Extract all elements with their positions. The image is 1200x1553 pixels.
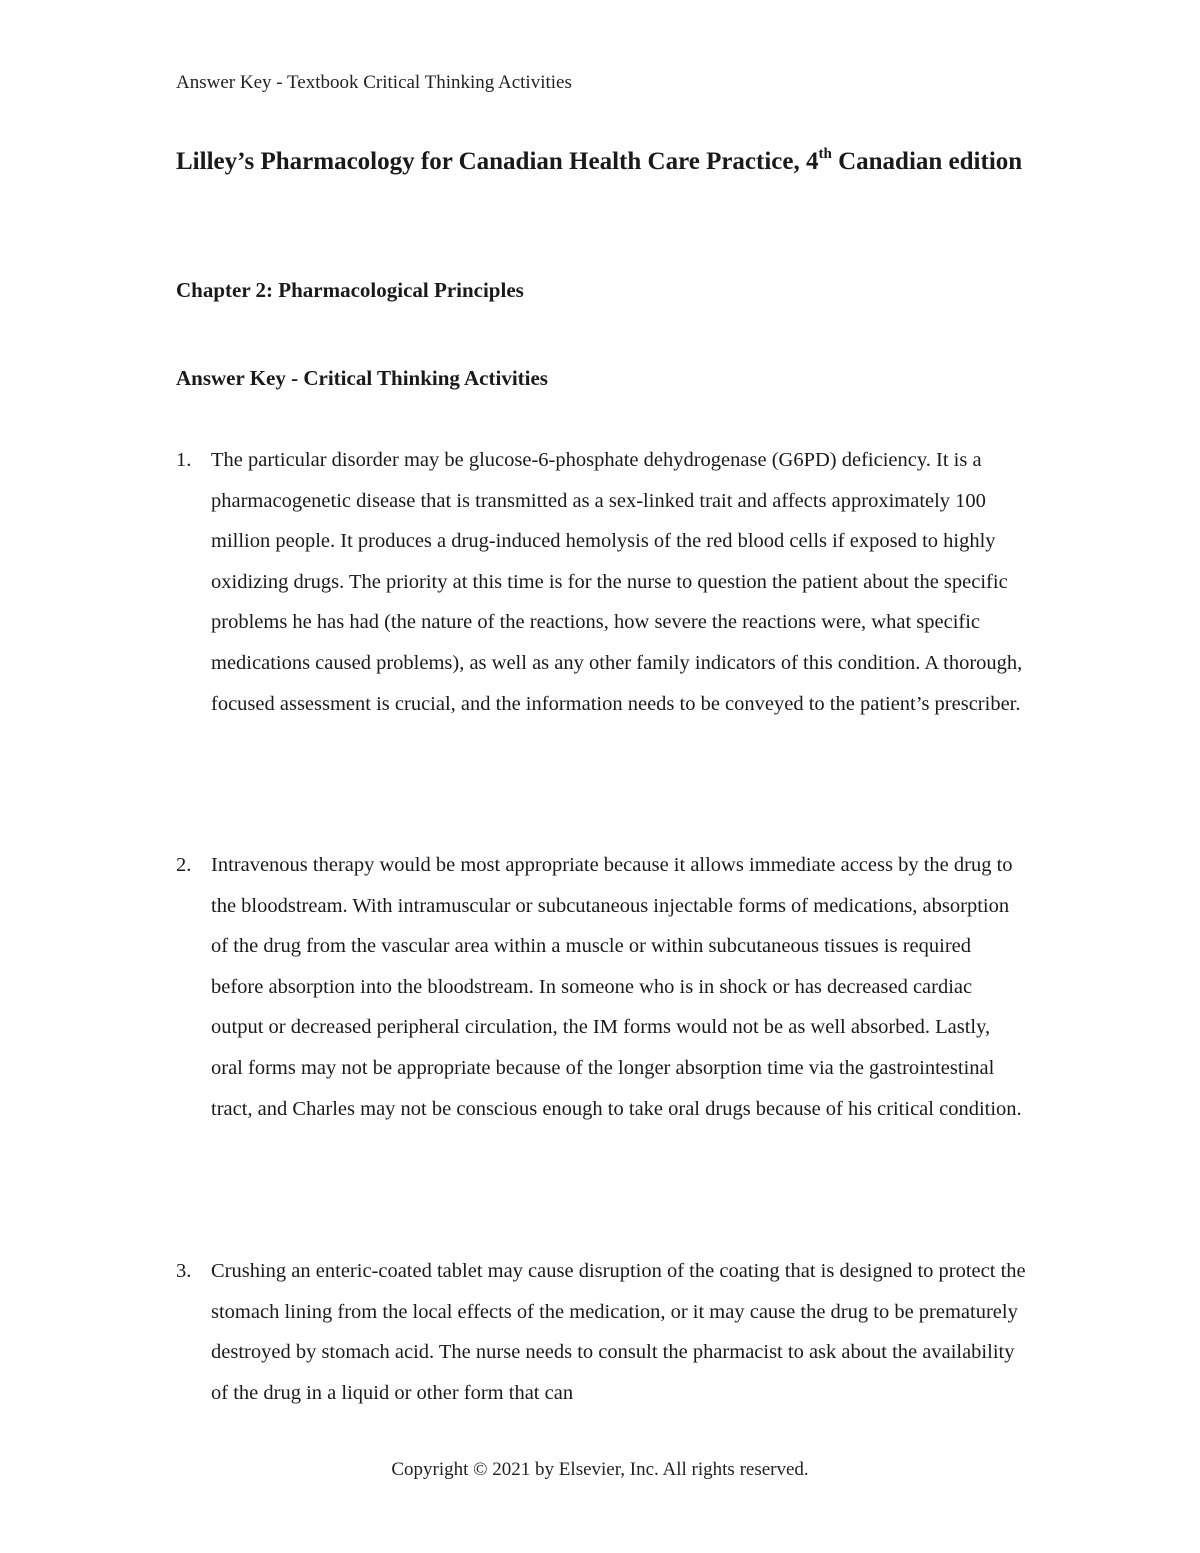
title-text: Lilley’s Pharmacology for Canadian Health Care Practice, 4 xyxy=(176,148,819,175)
answer-number: 1. xyxy=(176,449,192,471)
copyright-footer: Copyright © 2021 by Elsevier, Inc. All rights reserved. xyxy=(391,1459,809,1480)
section-heading: Answer Key - Critical Thinking Activities xyxy=(176,366,548,390)
chapter-heading: Chapter 2: Pharmacological Principles xyxy=(176,278,524,302)
answer-number: 2. xyxy=(176,854,192,876)
document-title xyxy=(176,138,1036,186)
answer-text: Intravenous therapy would be most appropriate because it allows immediate access by the drug to the bloodstream. With intramuscular or subcutaneous injectable forms of medications, absorption of the drug from the vascular area within a muscle or within subcutaneous tissues is required before absorption into the bloodstream. In someone who is in shock or has decreased cardiac output or decreased peripheral circulation, the IM forms would not be as well absorbed. Lastly, oral forms may not be appropriate because of the longer absorption time via the gastrointestinal tract, and Charles may not be conscious enough to take oral drugs because of his critical condition. xyxy=(211,854,1022,1120)
title-text-end: Canadian edition xyxy=(831,148,1023,175)
running-header: Answer Key - Textbook Critical Thinking Activities xyxy=(176,72,572,93)
answer-number: 3. xyxy=(176,1260,192,1282)
answer-text: The particular disorder may be glucose-6-phosphate dehydrogenase (G6PD) deficiency. It is a pharmacogenetic disease that is transmitted as a sex-linked trait and affects approximately 100 million people. It produces a drug-induced hemolysis of the red blood cells if exposed to highly oxidizing drugs. The priority at this time is for the nurse to question the patient about the specific problems he has had (the nature of the reactions, how severe the reactions were, what specific medications caused problems), as well as any other family indicators of this condition. A thorough, focused assessment is crucial, and the information needs to be conveyed to the patient’s prescriber. xyxy=(211,449,1023,715)
answer-text: Crushing an enteric-coated tablet may cause disruption of the coating that is designed to protect the stomach lining from the local effects of the medication, or it may cause the drug to be prematurely destroyed by stomach acid. The nurse needs to consult the pharmacist to ask about the availability of the drug in a liquid or other form that can xyxy=(211,1260,1026,1404)
title-superscript: th xyxy=(818,145,832,162)
